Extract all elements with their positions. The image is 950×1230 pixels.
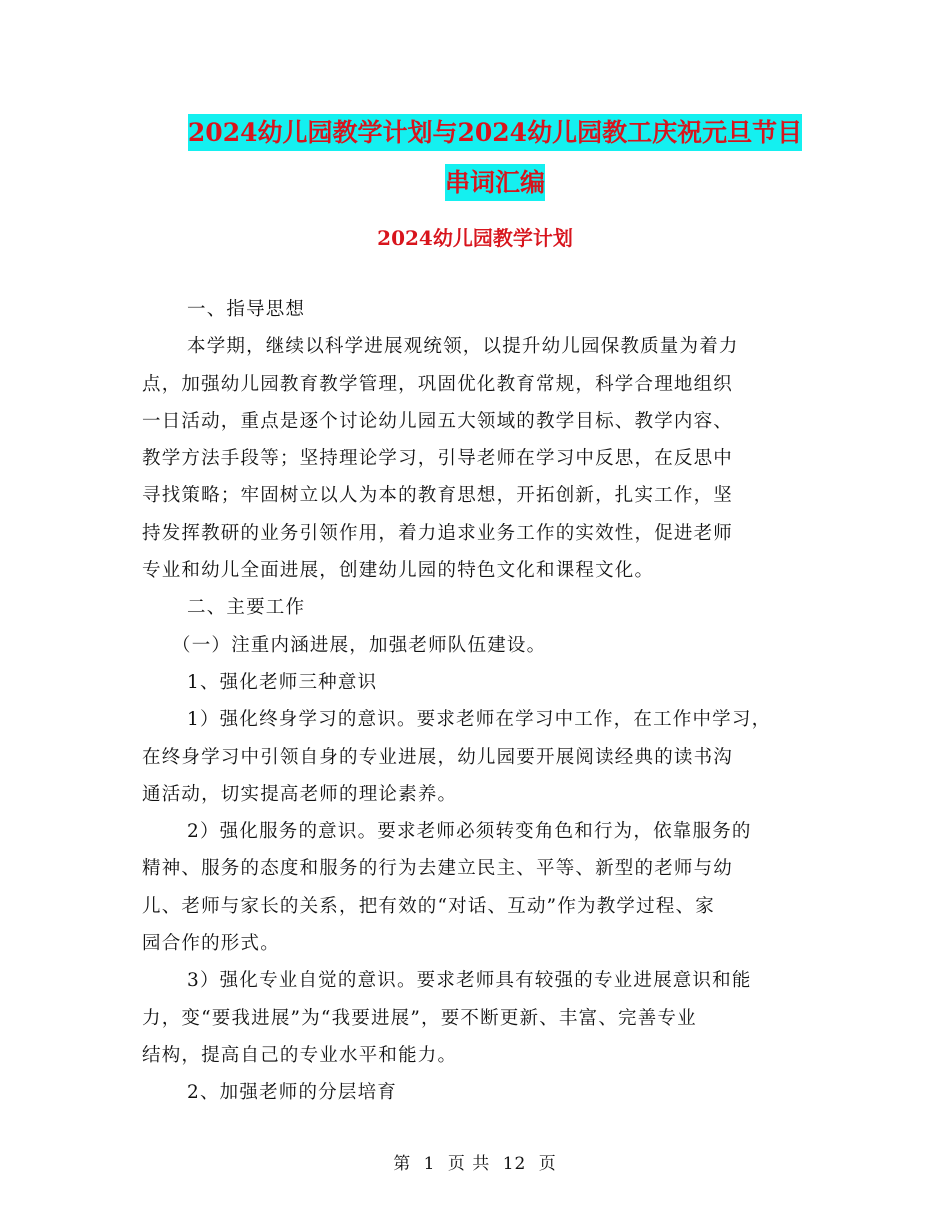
paragraph-line: 教学方法手段等；坚持理论学习，引导老师在学习中反思，在反思中 <box>142 448 734 470</box>
paragraph-line: 在终身学习中引领自身的专业进展，幼儿园要开展阅读经典的读书沟 <box>142 746 734 768</box>
document-title <box>140 108 850 208</box>
paragraph-line: 点，加强幼儿园教育教学管理，巩固优化教育常规，科学合理地组织 <box>142 373 734 395</box>
footer-suffix: 页 <box>538 1154 557 1174</box>
paragraph-line: 结构，提高自己的专业水平和能力。 <box>142 1044 458 1066</box>
document-title-line-1: 2024幼儿园教学计划与2024幼儿园教工庆祝元旦节目 <box>188 114 802 151</box>
paragraph-line: 专业和幼儿全面进展，创建幼儿园的特色文化和课程文化。 <box>142 560 655 582</box>
paragraph-line: 园合作的形式。 <box>142 933 280 955</box>
paragraph-line: 持发挥教研的业务引领作用，着力追求业务工作的实效性，促进老师 <box>142 522 734 544</box>
section-title: 2024幼儿园教学计划 <box>377 226 573 250</box>
paragraph-line: 2）强化服务的意识。要求老师必须转变角色和行为，依靠服务的 <box>187 821 752 843</box>
page-footer <box>0 1150 950 1178</box>
subheading-line: 1、强化老师三种意识 <box>187 671 378 693</box>
paragraph-line: 寻找策略；牢固树立以人为本的教育思想，开拓创新，扎实工作，坚 <box>142 485 734 507</box>
paragraph-line: 一日活动，重点是逐个讨论幼儿园五大领域的教学目标、教学内容、 <box>142 410 734 432</box>
paragraph-line: 3）强化专业自觉的意识。要求老师具有较强的专业进展意识和能 <box>187 970 752 992</box>
footer-total-pages: 12 <box>502 1154 527 1174</box>
paragraph-line: 儿、老师与家长的关系，把有效的“对话、互动”作为教学过程、家 <box>142 895 715 917</box>
footer-prefix: 第 <box>393 1154 412 1174</box>
subheading-line: （一）注重内涵进展，加强老师队伍建设。 <box>172 634 547 656</box>
subheading-line: 2、加强老师的分层培育 <box>187 1082 397 1104</box>
heading-main-work: 二、主要工作 <box>187 597 306 619</box>
paragraph-line: 1）强化终身学习的意识。要求老师在学习中工作，在工作中学习， <box>187 709 772 731</box>
paragraph-line: 本学期，继续以科学进展观统领，以提升幼儿园保教质量为着力 <box>187 336 739 358</box>
footer-page-number: 1 <box>423 1154 436 1174</box>
paragraph-line: 力，变“要我进展”为“我要进展”，要不断更新、丰富、完善专业 <box>142 1007 697 1029</box>
paragraph-line: 通活动，切实提高老师的理论素养。 <box>142 783 458 805</box>
paragraph-line: 精神、服务的态度和服务的行为去建立民主、平等、新型的老师与幼 <box>142 858 734 880</box>
document-body <box>142 291 822 1112</box>
footer-middle: 页 共 <box>447 1154 491 1174</box>
heading-guiding-ideology: 一、指导思想 <box>187 299 306 320</box>
document-title-line-2: 串词汇编 <box>445 164 545 201</box>
